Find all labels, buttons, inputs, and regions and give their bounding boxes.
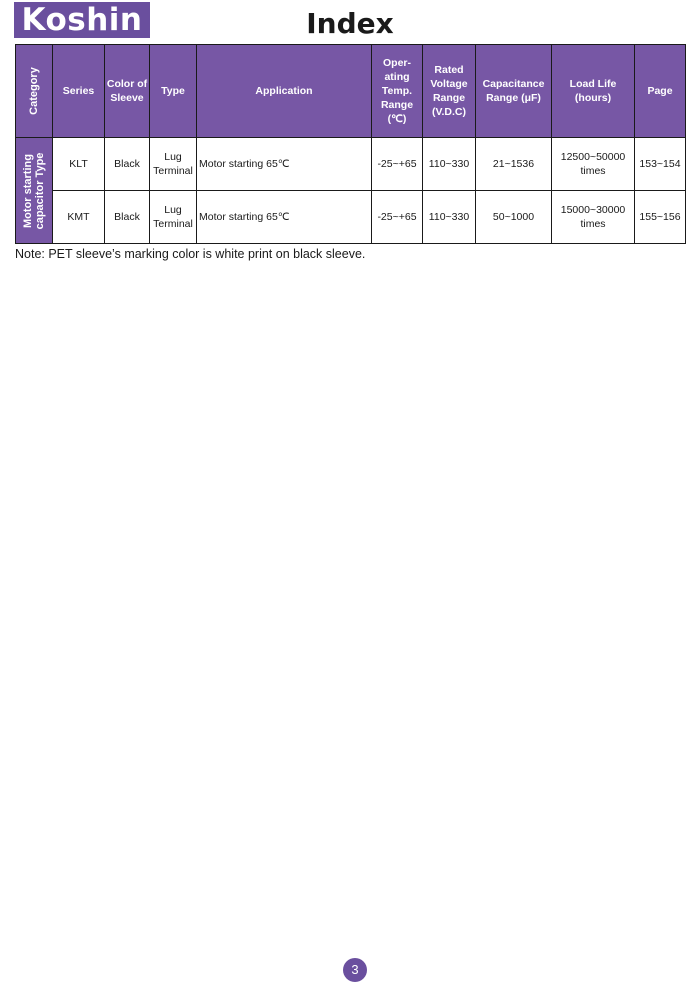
category-cell xyxy=(16,138,53,244)
cell-application: Motor starting 65℃ xyxy=(197,191,372,244)
page-title: Index xyxy=(306,7,394,40)
header-type: Type xyxy=(150,45,197,138)
cell-type: Lug Terminal xyxy=(150,138,197,191)
cell-load-life: 15000~30000 times xyxy=(552,191,635,244)
header-capacitance: Capacitance Range (μF) xyxy=(476,45,552,138)
table-row xyxy=(16,191,686,244)
cell-color: Black xyxy=(105,138,150,191)
cell-series: KLT xyxy=(53,138,105,191)
cell-page: 153~154 xyxy=(635,138,686,191)
cell-series: KMT xyxy=(53,191,105,244)
cell-capacitance: 21~1536 xyxy=(476,138,552,191)
footnote: Note: PET sleeve’s marking color is white print on black sleeve. xyxy=(15,247,366,261)
header-series: Series xyxy=(53,45,105,138)
cell-temp: -25~+65 xyxy=(372,138,423,191)
header-page: Page xyxy=(635,45,686,138)
header-load-life: Load Life (hours) xyxy=(552,45,635,138)
koshin-logo: Koshin xyxy=(14,2,150,38)
cell-load-life: 12500~50000 times xyxy=(552,138,635,191)
header-category xyxy=(16,45,53,138)
header-rated-voltage: Rated Voltage Range (V.D.C) xyxy=(423,45,476,138)
cell-voltage: 110~330 xyxy=(423,138,476,191)
cell-page: 155~156 xyxy=(635,191,686,244)
page-number-badge: 3 xyxy=(343,958,367,982)
header-application: Application xyxy=(197,45,372,138)
cell-application: Motor starting 65℃ xyxy=(197,138,372,191)
category-label-line1: Motor starting xyxy=(22,153,34,228)
index-table xyxy=(15,44,686,244)
header-operating-temp: Oper- ating Temp. Range (℃) xyxy=(372,45,423,138)
cell-temp: -25~+65 xyxy=(372,191,423,244)
cell-color: Black xyxy=(105,191,150,244)
table-row xyxy=(16,138,686,191)
table-header-row xyxy=(16,45,686,138)
cell-type: Lug Terminal xyxy=(150,191,197,244)
header-category-label: Category xyxy=(28,67,40,115)
cell-capacitance: 50~1000 xyxy=(476,191,552,244)
header-color-of-sleeve: Color of Sleeve xyxy=(105,45,150,138)
category-label xyxy=(22,152,46,229)
cell-voltage: 110~330 xyxy=(423,191,476,244)
category-label-line2: capacitor Type xyxy=(34,152,46,229)
